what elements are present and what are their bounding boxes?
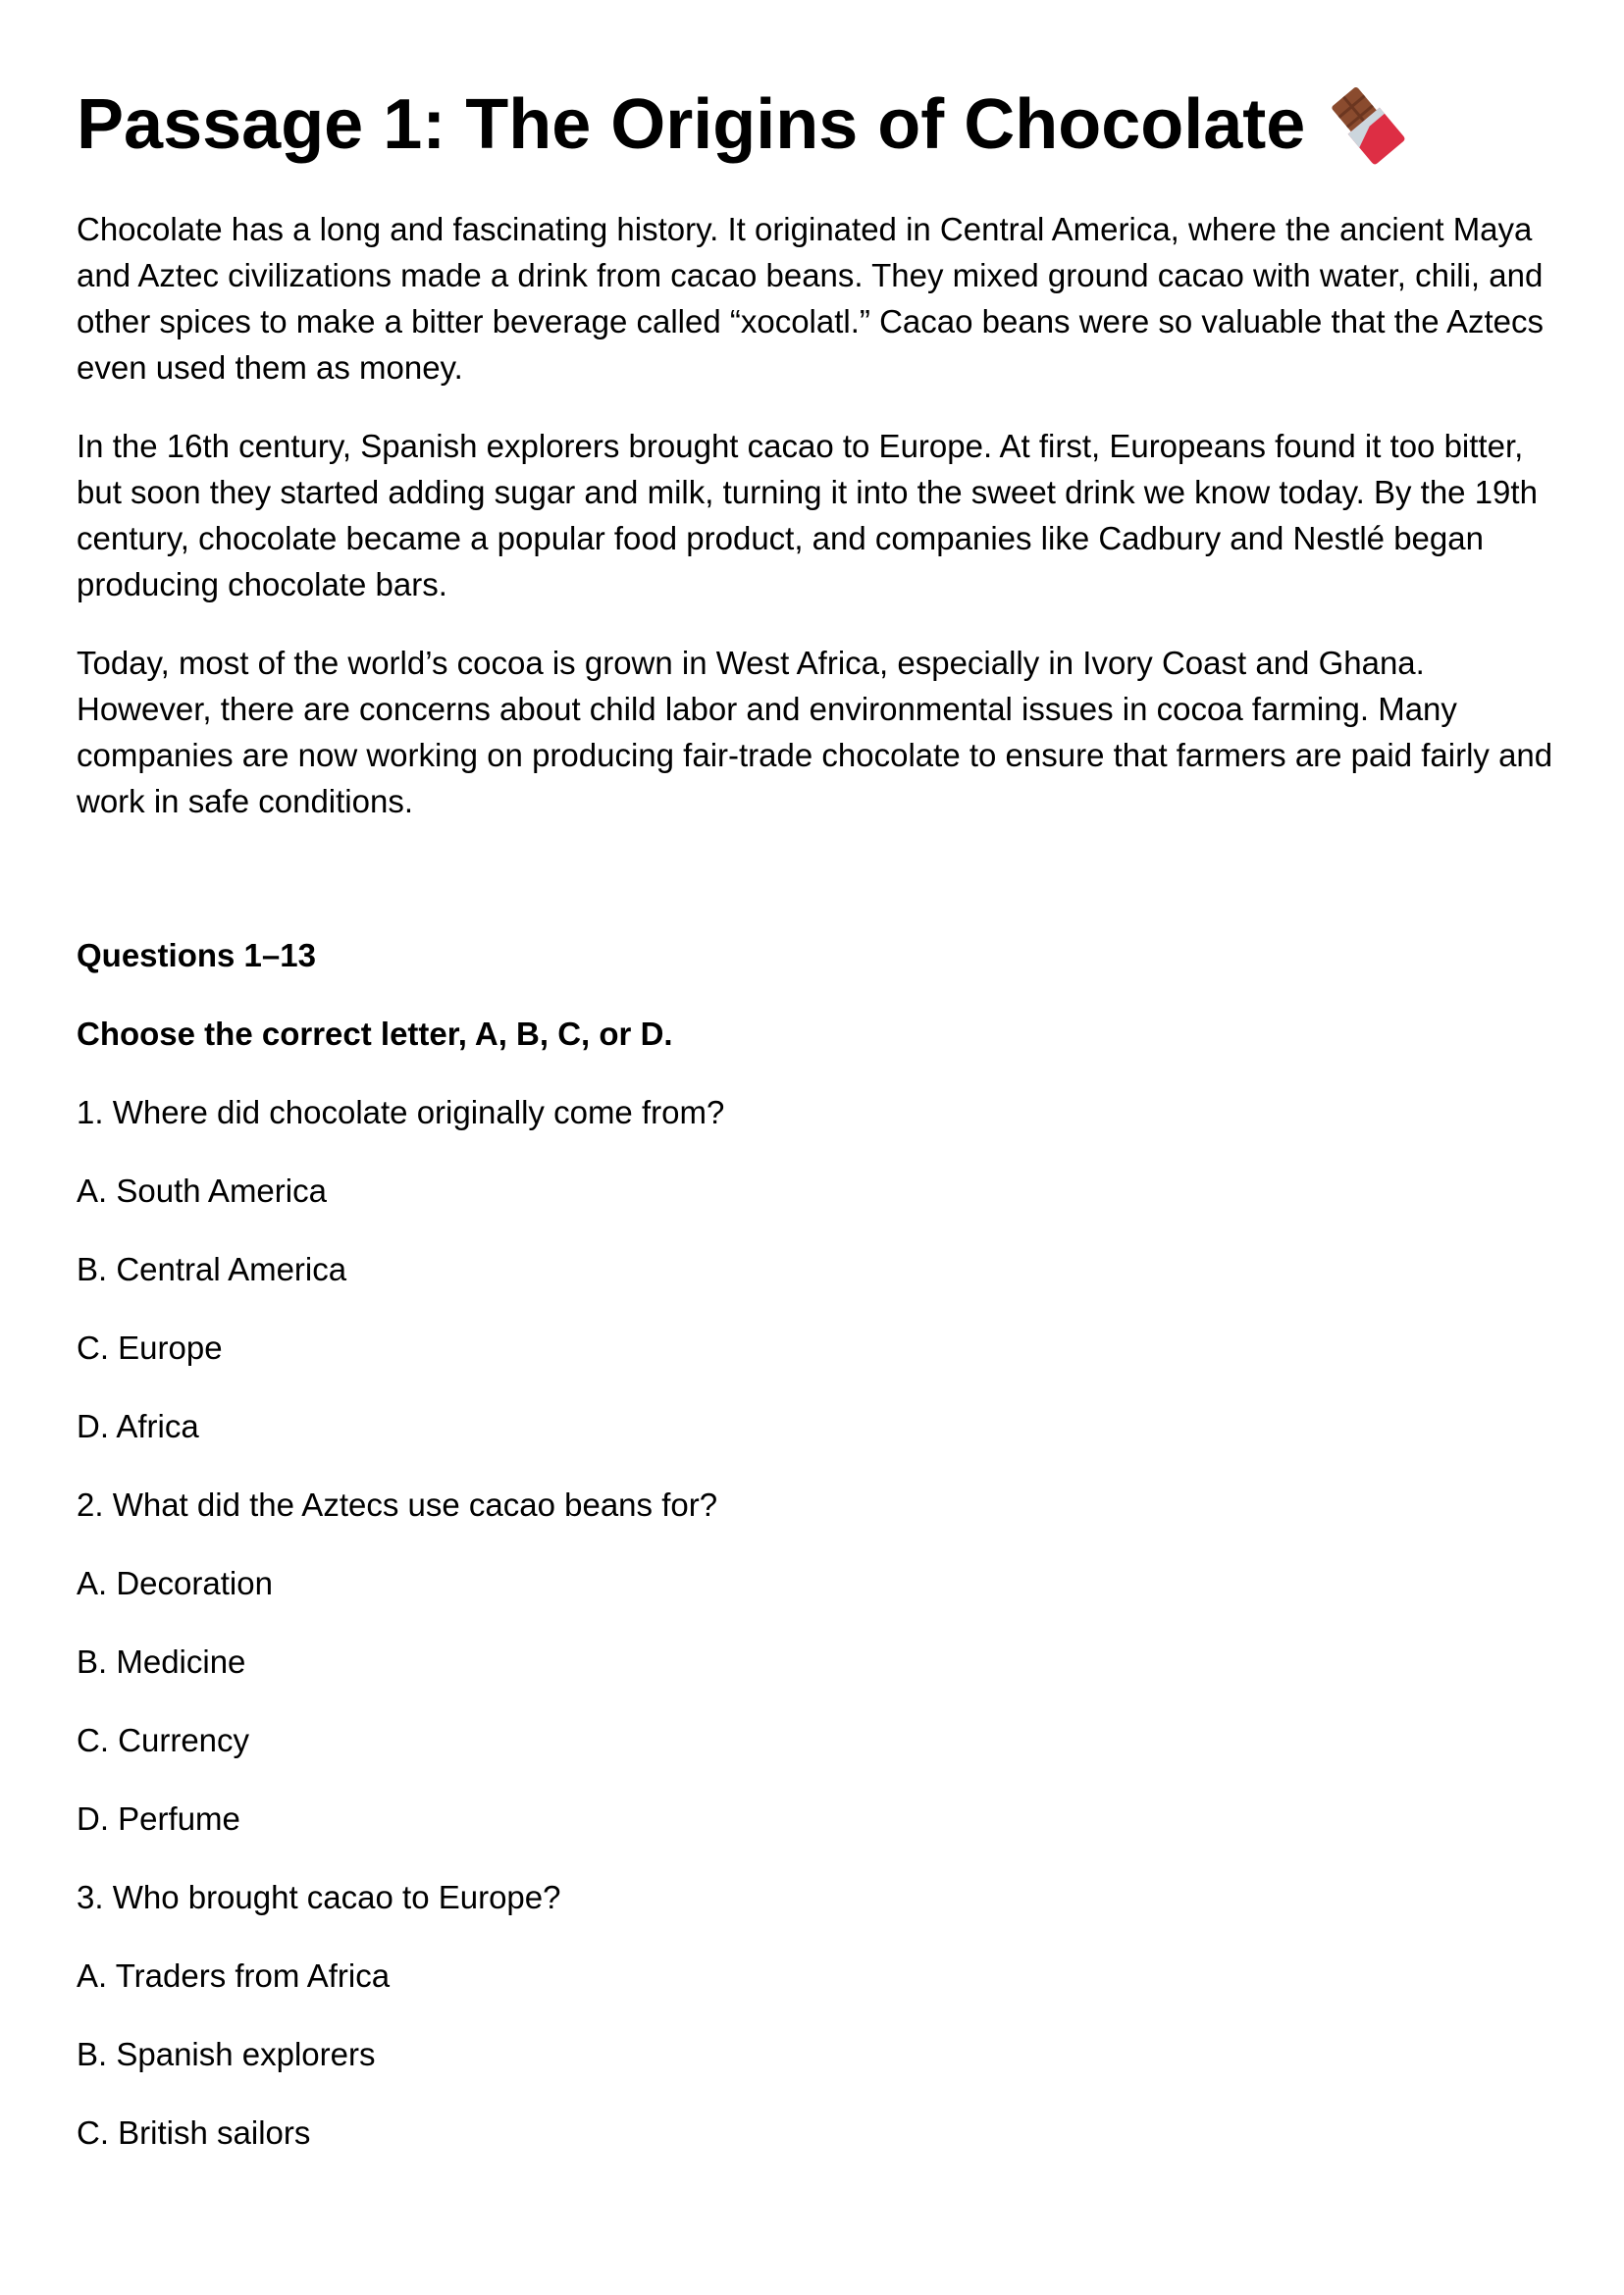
answer-option: D. Perfume — [77, 1800, 240, 1837]
passage-body — [77, 206, 1558, 857]
passage-paragraph: In the 16th century, Spanish explorers brought cacao to Europe. At first, Europeans found it too bitter, but soon they started adding sugar and milk, turning it into the sweet drink we know today. By the 19th century, chocolate became a popular food product, and companies like Cadbury and Nestlé began producing chocolate bars. — [77, 428, 1538, 602]
answer-option: B. Spanish explorers — [77, 2036, 376, 2072]
questions-instruction: Choose the correct letter, A, B, C, or D. — [77, 1016, 673, 1052]
answer-option: A. South America — [77, 1173, 327, 1209]
passage-title-text: Passage 1: The Origins of Chocolate — [77, 85, 1306, 164]
answer-option: C. Currency — [77, 1722, 250, 1758]
passage-paragraph: Today, most of the world’s cocoa is grown in West Africa, especially in Ivory Coast and Ghana. However, there are concerns about child labor and environmental issues in cocoa farming. Many companies are now working on producing fair-trade chocolate to ensure that farmers are paid fairly and work in safe conditions. — [77, 645, 1553, 819]
answer-option: A. Traders from Africa — [77, 1957, 391, 1994]
question-text: 2. What did the Aztecs use cacao beans for? — [77, 1487, 718, 1523]
passage-title — [77, 82, 1409, 167]
answer-option: B. Central America — [77, 1251, 347, 1287]
questions-heading: Questions 1–13 — [77, 937, 316, 973]
answer-option: C. Europe — [77, 1330, 223, 1366]
answer-option: B. Medicine — [77, 1643, 246, 1680]
passage-paragraph: Chocolate has a long and fascinating history. It originated in Central America, where the ancient Maya and Aztec civilizations made a drink from cacao beans. They mixed ground cacao with water, chili, and other spices to make a bitter beverage called “xocolatl.” Cacao beans were so valuable that the Aztecs even used them as money. — [77, 211, 1544, 386]
answer-option: A. Decoration — [77, 1565, 273, 1601]
questions-section — [77, 932, 1558, 2188]
question-text: 3. Who brought cacao to Europe? — [77, 1879, 561, 1915]
answer-option: D. Africa — [77, 1408, 199, 1444]
answer-option: C. British sailors — [77, 2114, 311, 2151]
chocolate-bar-icon — [1325, 82, 1409, 167]
question-text: 1. Where did chocolate originally come from? — [77, 1094, 725, 1130]
